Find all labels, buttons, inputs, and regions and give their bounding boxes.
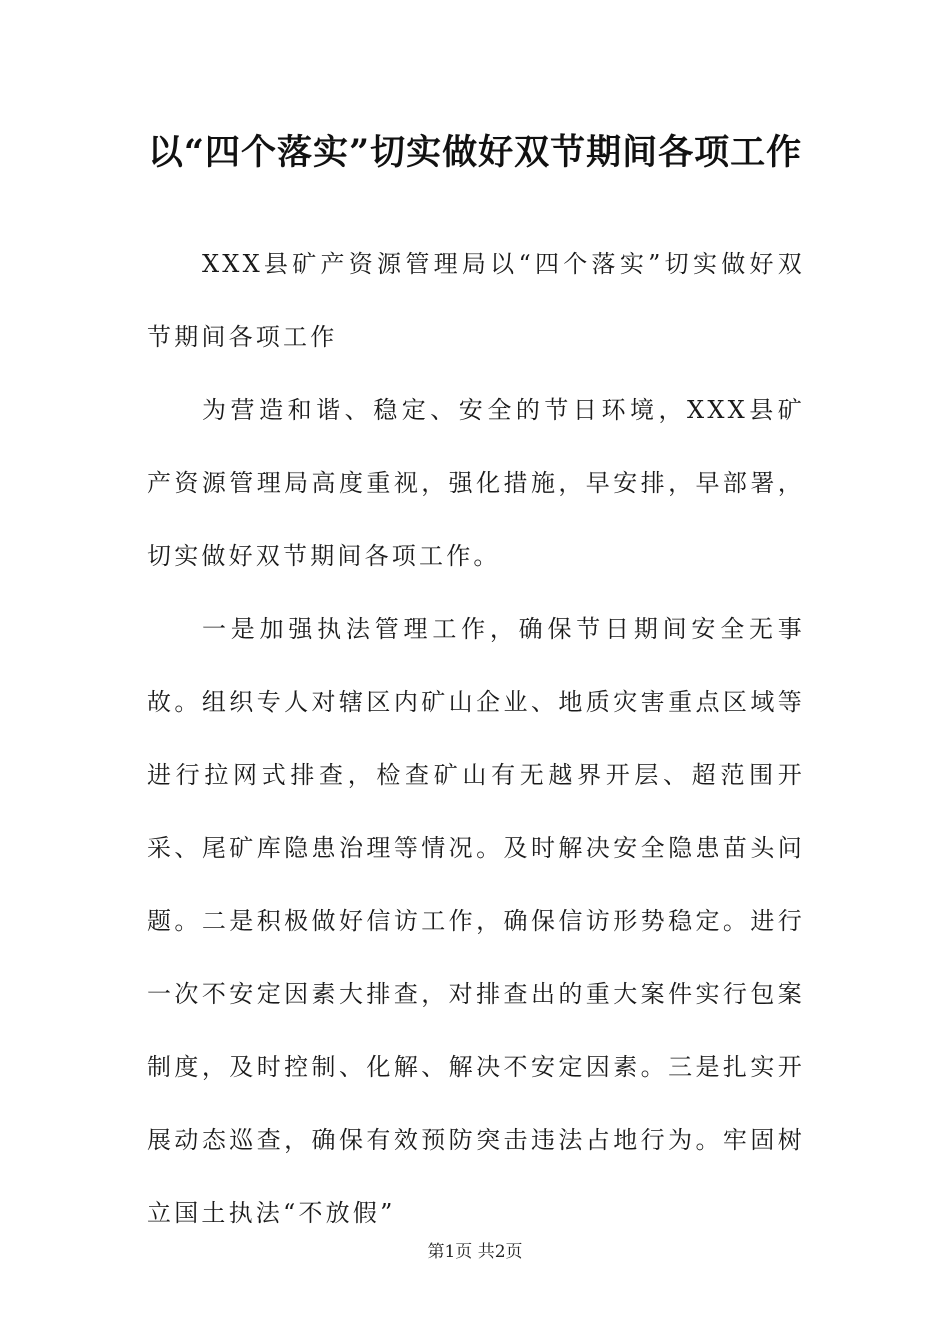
paragraph-measures: 一是加强执法管理工作，确保节日期间安全无事故。组织专人对辖区内矿山企业、地质灾害重点区域等进行拉网式排查，检查矿山有无越界开层、超范围开采、尾矿库隐患治理等情况。及时解决安全隐患苗头问题。二是积极做好信访工作，确保信访形势稳定。进行一次不安定因素大排查，对排查出的重大案件实行包案制度，及时控制、化解、解决不安定因素。三是扎实开展动态巡查，确保有效预防突击违法占地行为。牢固树立国土执法“不放假” — [147, 615, 805, 1227]
document-title: 以“四个落实”切实做好双节期间各项工作 — [147, 132, 803, 173]
page-footer: 第1页 共2页 — [427, 1242, 523, 1262]
paragraph-intro: 为营造和谐、稳定、安全的节日环境，XXX县矿产资源管理局高度重视，强化措施，早安排，早部署，切实做好双节期间各项工作。 — [147, 396, 805, 570]
document-body — [147, 228, 805, 1250]
paragraph-subtitle: XXX县矿产资源管理局以“四个落实”切实做好双节期间各项工作 — [147, 250, 805, 351]
